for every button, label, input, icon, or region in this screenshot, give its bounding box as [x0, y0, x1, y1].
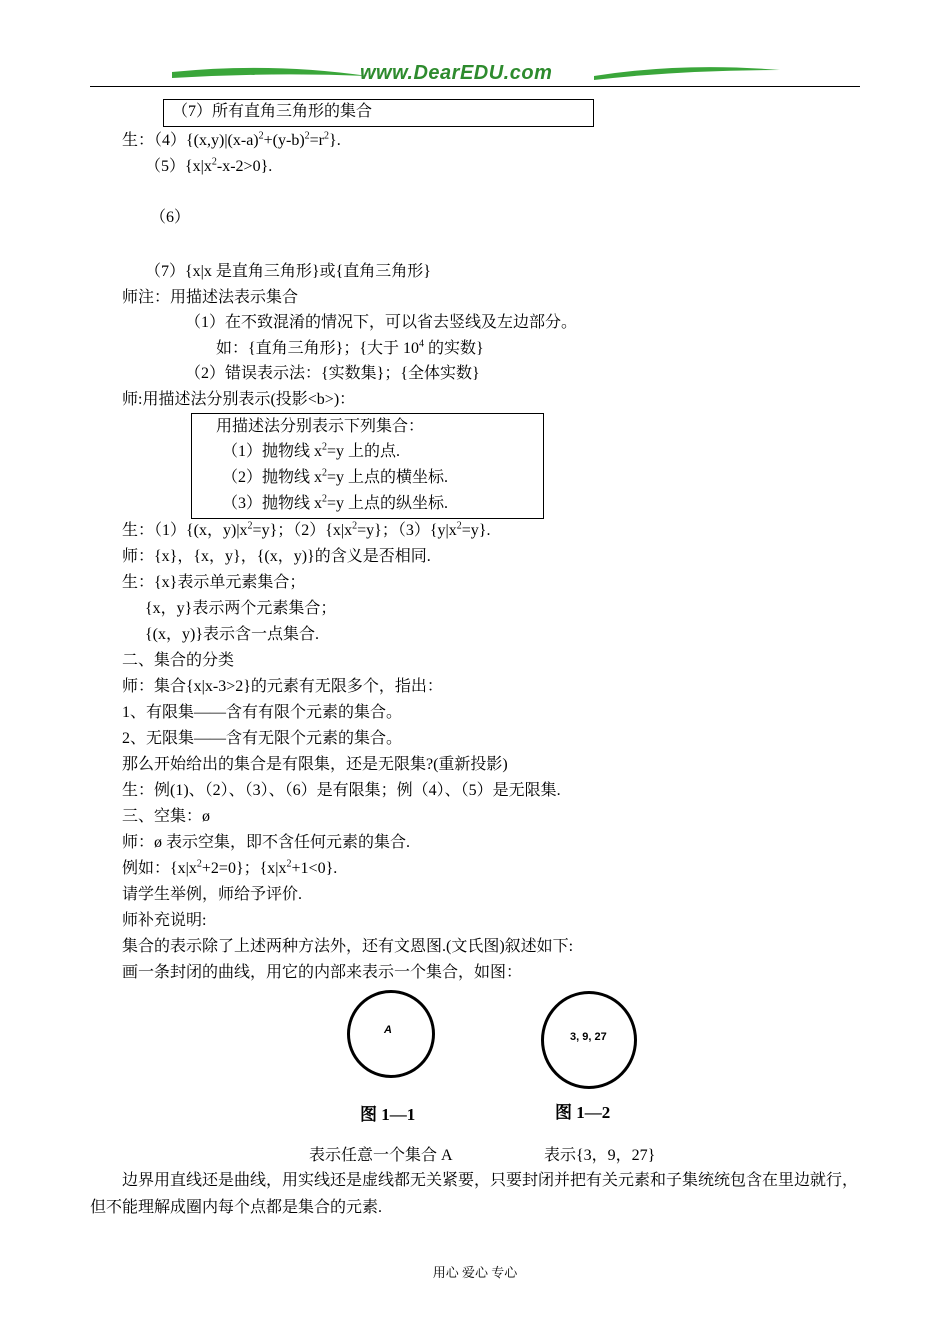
- student-answer-5: $(5)\{x|x^2-x-2>0\}$.: [145, 156, 273, 175]
- header-swoosh-left: [170, 64, 370, 84]
- header-swoosh-right: [592, 64, 782, 84]
- teacher-empty-set: 师：ø 表示空集，即不含任何元素的集合.: [122, 834, 411, 851]
- figure-1-2-caption: 图 1—2: [555, 1103, 611, 1122]
- teacher-note-1-example: 如：{直角三角形}；{大于 $10^4$ 的实数}: [216, 338, 484, 357]
- footer-motto: 用心 爱心 专心: [432, 1265, 518, 1280]
- student-explain-2: {x，y}表示两个元素集合；: [145, 600, 337, 617]
- boxed-item-7-text: （7）所有直角三角形的集合: [172, 103, 373, 120]
- venn-circle-a-label: A: [384, 1024, 392, 1036]
- closing-paragraph: 边界用直线还是曲线，用实线还是虚线都无关紧要，只要封闭并把有关元素和子集统统包含在里边就行，但不能理解成圈内每个点都是集合的元素.: [90, 1172, 859, 1216]
- exercise-item-1: （1）抛物线 $x^2=y$ 上的点.: [222, 441, 401, 460]
- exercise-item-3: （3）抛物线 $x^2=y$ 上点的纵坐标.: [222, 493, 449, 512]
- empty-set-examples: 例如：$\{x|x^2+2=0\}$；$\{x|x^2+1<0\}$.: [122, 858, 338, 877]
- draw-curve-text: 画一条封闭的曲线，用它的内部来表示一个集合，如图：: [122, 964, 523, 981]
- student-explain-3: {(x，y)}表示含一点集合.: [145, 626, 320, 643]
- teacher-infinite: 师：集合{x|x-3>2}的元素有无限多个，指出：: [122, 678, 443, 695]
- teacher-question: 师：{x}，{x，y}，{(x，y)}的含义是否相同.: [122, 548, 431, 565]
- classification-question: 那么开始给出的集合是有限集，还是无限集?(重新投影): [122, 756, 508, 773]
- header-logo[interactable]: www.DearEDU.com: [360, 62, 553, 84]
- header-rule: [90, 86, 860, 87]
- teacher-note-1: （1）在不致混淆的情况下，可以省去竖线及左边部分。: [185, 314, 578, 331]
- infinite-set-def: 2、无限集——含有无限个元素的集合。: [122, 730, 403, 747]
- figure-1-1-description: 表示任意一个集合 A: [309, 1147, 453, 1164]
- student-explain-1: 生：{x}表示单元素集合；: [122, 574, 306, 591]
- student-answer-7: （7）{x|x 是直角三角形}或{直角三角形}: [145, 263, 431, 280]
- student-answer-6: （6）: [150, 209, 191, 226]
- figure-1-1-caption: 图 1—1: [360, 1105, 416, 1124]
- teacher-note-title: 师注：用描述法表示集合: [122, 289, 299, 306]
- venn-intro: 集合的表示除了上述两种方法外，还有文恩图.(文氏图)叙述如下:: [122, 938, 574, 955]
- ask-students: 请学生举例，师给予评价.: [122, 886, 303, 903]
- section-3-heading: 三、空集：ø: [122, 808, 211, 825]
- student-answer-4: 生：$(4)\{(x,y)|(x-a)^2+(y-b)^2=r^2\}$.: [122, 130, 341, 149]
- venn-circle-b-label: 3, 9, 27: [570, 1031, 607, 1043]
- teacher-note-2: （2）错误表示法：{实数集}；{全体实数}: [185, 365, 480, 382]
- teacher-projection: 师:用描述法分别表示(投影<b>)：: [122, 391, 356, 408]
- exercise-item-2: （2）抛物线 $x^2=y$ 上点的横坐标.: [222, 467, 449, 486]
- finite-set-def: 1、有限集——含有有限个元素的集合。: [122, 704, 403, 721]
- student-answers-exercise: 生：（1）{(x，$y)|x^2=y$}；$(2)\{x|x^2=y\}$；$(3)\{y|x^2=y\}$.: [122, 520, 491, 539]
- section-2-heading: 二、集合的分类: [122, 652, 235, 669]
- exercise-box-title: 用描述法分别表示下列集合：: [216, 418, 425, 435]
- teacher-supplement: 师补充说明:: [122, 912, 207, 929]
- student-classification: 生：例(1)、（2）、（3）、（6）是有限集；例（4）、（5）是无限集.: [122, 782, 561, 799]
- figure-1-2-description: 表示{3，9，27}: [544, 1147, 656, 1164]
